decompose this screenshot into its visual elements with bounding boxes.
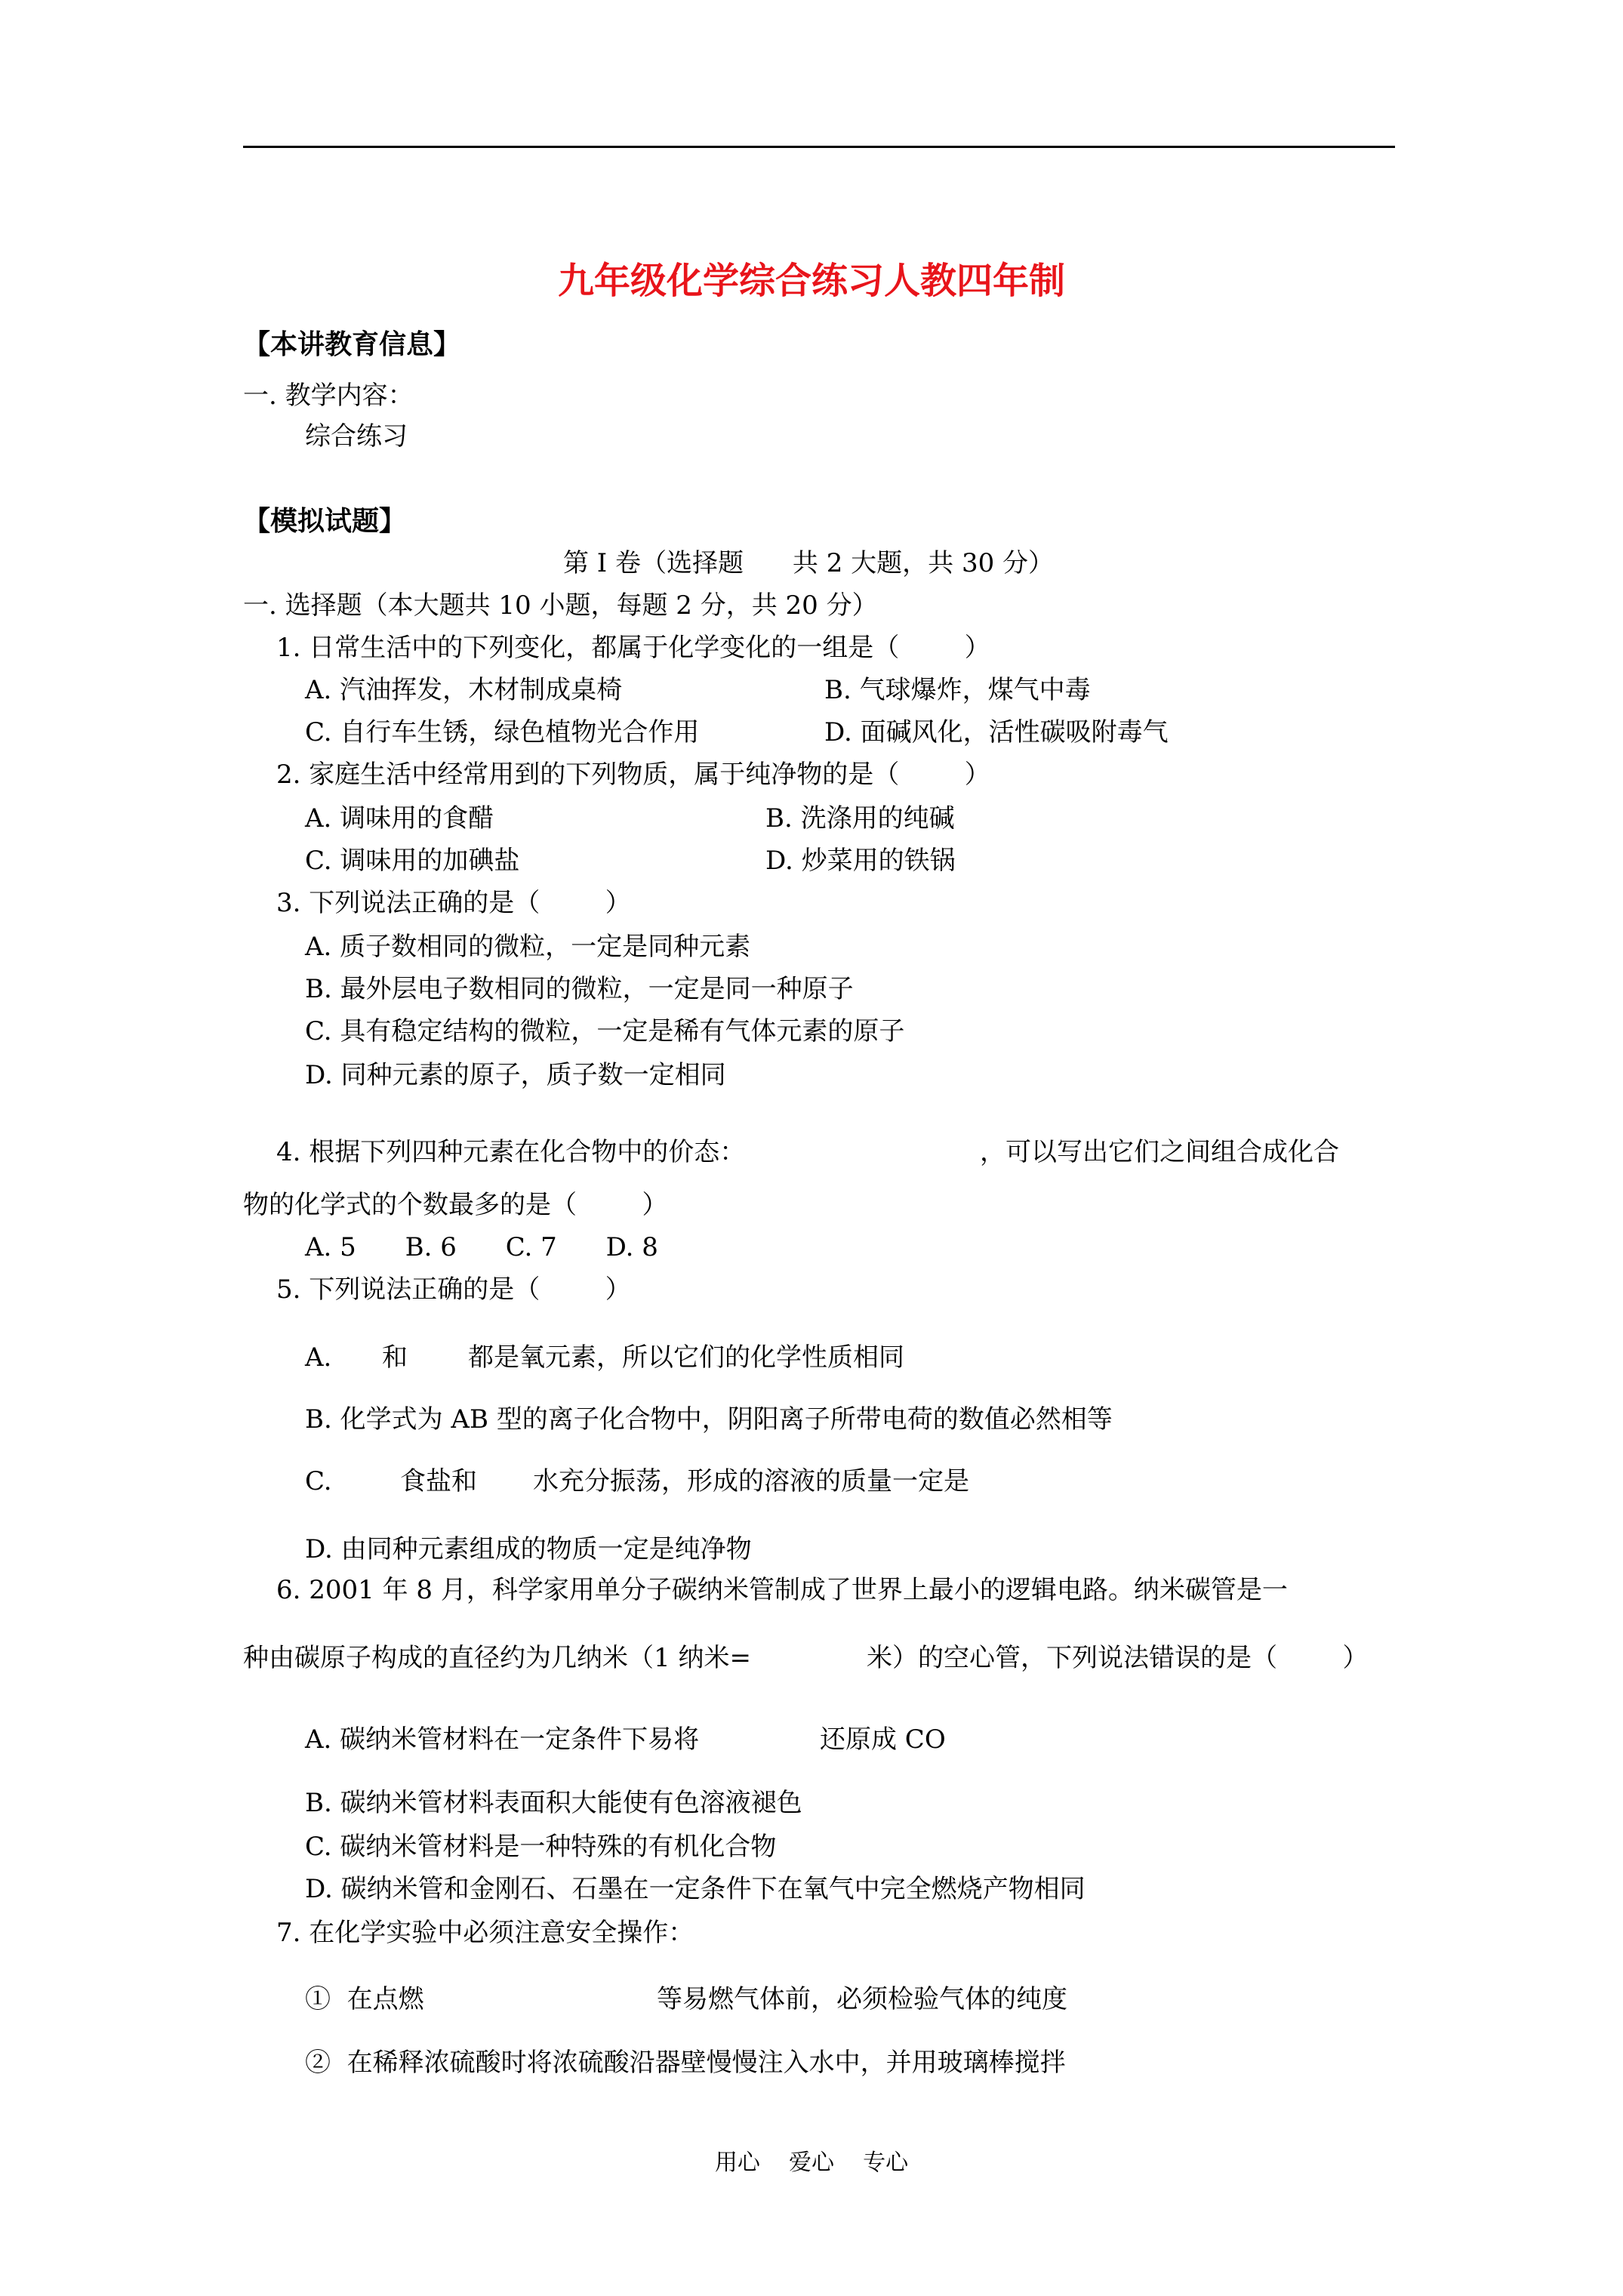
- q5-option-a-and: 和: [382, 1342, 408, 1373]
- q2-option-b: B. 洗涤用的纯碱: [765, 803, 955, 834]
- q3-stem: 3. 下列说法正确的是（ ）: [276, 888, 631, 918]
- paper-part-heading: 第 I 卷（选择题 共 2 大题，共 30 分）: [563, 548, 1055, 578]
- section-mock-heading: 【模拟试题】: [243, 505, 407, 537]
- q5-option-c-text: 水充分振荡，形成的溶液的质量一定是: [533, 1466, 969, 1496]
- q4-stem-part2: ，可以写出它们之间组合成化合: [980, 1137, 1339, 1167]
- q6-option-b: B. 碳纳米管材料表面积大能使有色溶液褪色: [305, 1788, 802, 1818]
- q7-item1-part1: ① 在点燃: [305, 1984, 424, 2014]
- q6-option-a-part2: 还原成 CO: [820, 1724, 946, 1755]
- q4-stem-line2: 物的化学式的个数最多的是（ ）: [243, 1190, 668, 1220]
- q6-option-a-part1: A. 碳纳米管材料在一定条件下易将: [305, 1724, 700, 1755]
- q3-option-d: D. 同种元素的原子，质子数一定相同: [305, 1060, 726, 1090]
- teaching-content: 综合练习: [305, 421, 408, 451]
- section-info-heading: 【本讲教育信息】: [243, 328, 461, 360]
- q5-option-c-label: C.: [305, 1466, 332, 1496]
- q4-options: A. 5 B. 6 C. 7 D. 8: [305, 1232, 658, 1262]
- q1-option-d: D. 面碱风化，活性碳吸附毒气: [824, 717, 1169, 747]
- q2-option-a: A. 调味用的食醋: [305, 803, 494, 834]
- q2-option-d: D. 炒菜用的铁锅: [765, 846, 956, 876]
- teaching-heading: 一. 教学内容：: [243, 381, 414, 411]
- q1-stem: 1. 日常生活中的下列变化，都属于化学变化的一组是（ ）: [276, 633, 990, 663]
- document-title: 九年级化学综合练习人教四年制: [557, 260, 1065, 302]
- q2-stem: 2. 家庭生活中经常用到的下列物质，属于纯净物的是（ ）: [276, 760, 990, 790]
- q5-option-a-text: 都是氧元素，所以它们的化学性质相同: [468, 1342, 904, 1373]
- part-one-heading: 一. 选择题（本大题共 10 小题，每题 2 分，共 20 分）: [243, 590, 878, 621]
- page-footer: 用心 爱心 专心: [714, 2150, 909, 2176]
- header-rule: [243, 146, 1395, 148]
- q6-option-d: D. 碳纳米管和金刚石、石墨在一定条件下在氧气中完全燃烧产物相同: [305, 1874, 1086, 1904]
- q5-option-d: D. 由同种元素组成的物质一定是纯净物: [305, 1534, 752, 1564]
- q7-item2: ② 在稀释浓硫酸时将浓硫酸沿器壁慢慢注入水中，并用玻璃棒搅拌: [305, 2048, 1066, 2078]
- q3-option-b: B. 最外层电子数相同的微粒，一定是同一种原子: [305, 974, 854, 1004]
- q6-option-c: C. 碳纳米管材料是一种特殊的有机化合物: [305, 1832, 777, 1862]
- q5-option-a-label: A.: [305, 1342, 332, 1373]
- q1-option-b: B. 气球爆炸，煤气中毒: [824, 675, 1091, 705]
- q1-option-c: C. 自行车生锈，绿色植物光合作用: [305, 717, 700, 747]
- q6-stem-line2-part1: 种由碳原子构成的直径约为几纳米（1 纳米=: [243, 1643, 751, 1673]
- q7-stem: 7. 在化学实验中必须注意安全操作：: [276, 1918, 694, 1948]
- q6-stem-line1: 6. 2001 年 8 月，科学家用单分子碳纳米管制成了世界上最小的逻辑电路。纳米碳管是一: [276, 1575, 1288, 1605]
- q7-item1-part2: 等易燃气体前，必须检验气体的纯度: [657, 1984, 1067, 2014]
- q5-option-b: B. 化学式为 AB 型的离子化合物中，阴阳离子所带电荷的数值必然相等: [305, 1404, 1113, 1435]
- q6-stem-line2-part2: 米）的空心管，下列说法错误的是（ ）: [867, 1643, 1369, 1673]
- q5-stem: 5. 下列说法正确的是（ ）: [276, 1274, 631, 1305]
- q2-option-c: C. 调味用的加碘盐: [305, 846, 520, 876]
- q1-option-a: A. 汽油挥发，木材制成桌椅: [305, 675, 623, 705]
- q4-stem-part1: 4. 根据下列四种元素在化合物中的价态：: [276, 1137, 746, 1167]
- q3-option-c: C. 具有稳定结构的微粒，一定是稀有气体元素的原子: [305, 1016, 905, 1046]
- q5-option-c-salt: 食盐和: [400, 1466, 477, 1496]
- q3-option-a: A. 质子数相同的微粒，一定是同种元素: [305, 932, 751, 962]
